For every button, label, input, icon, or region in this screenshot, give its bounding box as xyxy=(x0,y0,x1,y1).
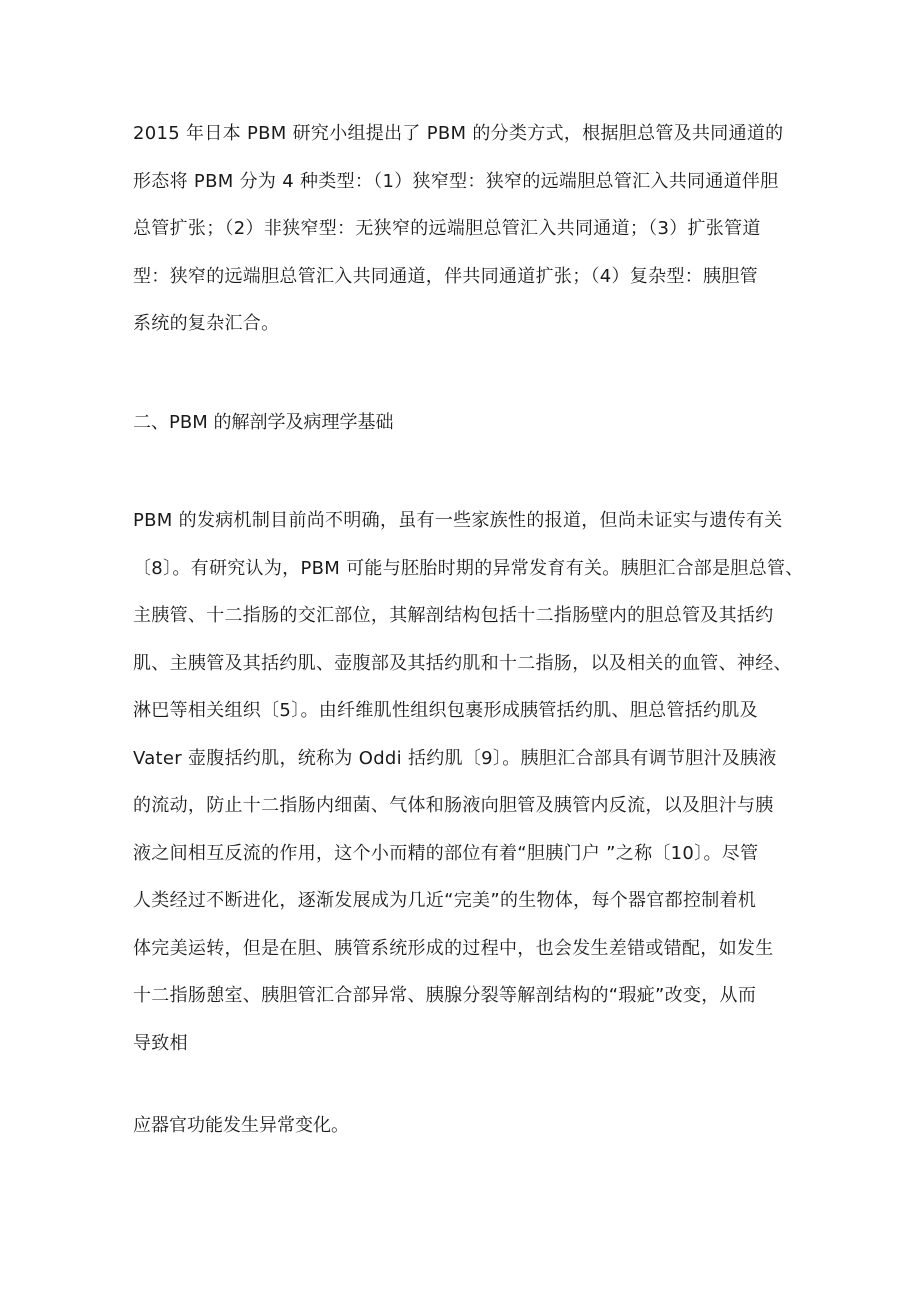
text-line: 淋巴等相关组织〔5〕。由纤维肌性组织包裹形成胰管括约肌、胆总管括约肌及 xyxy=(133,700,758,721)
text-line: 人类经过不断进化，逐渐发展成为几近“完美”的生物体，每个器官都控制着机 xyxy=(133,890,757,911)
text-line: 十二指肠憩室、胰胆管汇合部异常、胰腺分裂等解剖结构的“瑕疵”改变，从而 xyxy=(133,985,757,1006)
text-line: Vater 壶腹括约肌，统称为 Oddi 括约肌〔9〕。胰胆汇合部具有调节胆汁及胰液 xyxy=(133,747,777,769)
text-line: 系统的复杂汇合。 xyxy=(133,313,280,334)
text-line: 2015 年日本 PBM 研究小组提出了 PBM 的分类方式，根据胆总管及共同通道的 xyxy=(133,123,784,144)
text-line: 液之间相互反流的作用，这个小而精的部位有着“胆胰门户 ”之称〔10〕。尽管 xyxy=(133,842,759,864)
paragraph-classification xyxy=(133,110,803,348)
text-line: 形态将 PBM 分为 4 种类型：（1）狭窄型：狭窄的远端胆总管汇入共同通道伴胆 xyxy=(133,170,779,192)
text-line: 肌、主胰管及其括约肌、壶腹部及其括约肌和十二指肠，以及相关的血管、神经、 xyxy=(133,652,792,674)
paragraph-continuation: 应器官功能发生异常变化。 xyxy=(133,1115,349,1136)
text-line: 〔8〕。有研究认为，PBM 可能与胚胎时期的异常发育有关。胰胆汇合部是胆总管、 xyxy=(133,557,804,579)
section-heading: 二、PBM 的解剖学及病理学基础 xyxy=(133,412,394,433)
text-line: 主胰管、十二指肠的交汇部位，其解剖结构包括十二指肠壁内的胆总管及其括约 xyxy=(133,605,774,626)
text-line: 总管扩张；（2）非狭窄型：无狭窄的远端胆总管汇入共同通道；（3）扩张管道 xyxy=(133,218,761,239)
text-line: 的流动，防止十二指肠内细菌、气体和肠液向胆管及胰管内反流，以及胆汁与胰 xyxy=(133,795,774,816)
text-line: 导致相 xyxy=(133,1032,188,1054)
text-line: 型：狭窄的远端胆总管汇入共同通道，伴共同通道扩张；（4）复杂型：胰胆管 xyxy=(133,265,758,287)
text-line: 体完美运转，但是在胆、胰管系统形成的过程中，也会发生差错或错配，如发生 xyxy=(133,937,774,959)
paragraph-anatomy xyxy=(133,497,803,1067)
text-line: PBM 的发病机制目前尚不明确，虽有一些家族性的报道，但尚未证实与遗传有关 xyxy=(133,510,783,531)
